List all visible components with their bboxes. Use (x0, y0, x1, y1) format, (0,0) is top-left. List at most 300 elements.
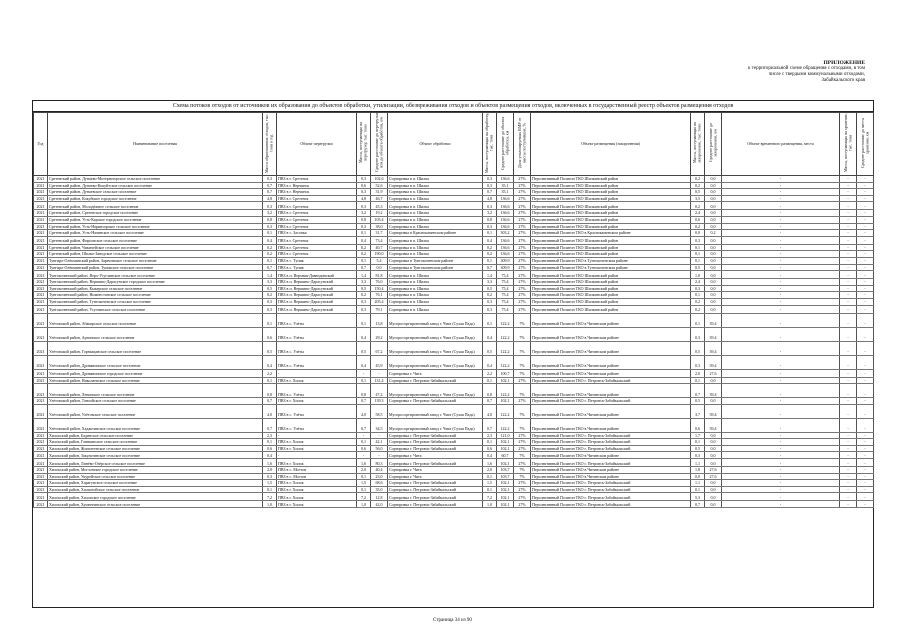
table-cell: 27% (514, 486, 531, 493)
table-cell: 2021 (34, 298, 48, 305)
table-cell: - (857, 264, 874, 271)
table-cell: 67,2 (371, 341, 388, 355)
table-cell: - (840, 251, 857, 258)
table-cell: 102,1 (497, 377, 514, 384)
table-cell: - (840, 452, 857, 459)
table-cell: 3,7 (691, 404, 705, 418)
table-cell: 2021 (34, 230, 48, 237)
table-cell: Сортировка г. Петровск-Забайкальский (388, 432, 483, 439)
table-cell: 139,3 (371, 398, 388, 405)
table-cell: 2021 (34, 355, 48, 369)
table-cell: 0,1 (357, 377, 371, 384)
table-cell: Перспективный Полигон ТКО Шилкинский район (531, 202, 691, 210)
table-cell: Сретенский район, Усть-Наринзорское сельское поселение (48, 223, 263, 230)
table-cell: 2021 (34, 377, 48, 384)
table-cell: 0,0 (691, 473, 705, 480)
table-cell: Перспективный Полигон ТКО в Читинском районе (531, 404, 691, 418)
table-cell: 0,5 (483, 285, 497, 292)
table-cell: 0,8 (263, 216, 277, 223)
table-cell: 0,3 (691, 285, 705, 292)
table-cell: 0,8 (263, 384, 277, 398)
table-cell: 1,6 (357, 459, 371, 467)
table-cell: 0,1 (483, 486, 497, 493)
table-cell: 136,6 (497, 202, 514, 210)
table-cell: - (722, 313, 840, 327)
table-cell: 1,7 (691, 432, 705, 439)
table-cell: - (722, 298, 840, 305)
table-cell: 0,1 (263, 377, 277, 384)
table-cell: 7% (514, 467, 531, 474)
table-cell: 2021 (34, 202, 48, 210)
table-cell: 0,0 (705, 486, 722, 493)
table-cell: 7% (514, 341, 531, 355)
table-cell: 7% (514, 384, 531, 398)
table-cell: Перспективный Полигон ТКО Шилкинский район (531, 298, 691, 305)
table-cell: - (857, 473, 874, 480)
table-cell: Сортировка в п. Шилка (388, 216, 483, 223)
table-cell: 0,1 (691, 486, 705, 493)
table-cell: 0,1 (357, 439, 371, 446)
table-cell: Сортировка г. Петровск-Забайкальский (388, 480, 483, 487)
table-cell: Перспективный Полигон ТКО Шилкинский район (531, 305, 691, 313)
table-cell: Сортировка в Тунгокоченском районе (388, 264, 483, 271)
column-header (48, 113, 263, 176)
table-cell: 0,7 (357, 418, 371, 432)
table-cell: 102,1 (497, 486, 514, 493)
table-cell: Перспективный Полигон ТКО Шилкинский район (531, 216, 691, 223)
table-cell: 2021 (34, 271, 48, 279)
table-cell: 1,5 (357, 480, 371, 487)
table-cell: Перспективный Полигон ТКО г. Петровск-Забайкальский (531, 398, 691, 405)
table-cell: 27% (514, 445, 531, 452)
table-cell: Перспективный Полигон ТКО в Читинском районе (531, 355, 691, 369)
table-row (34, 445, 874, 452)
table-cell: 27,6 (705, 473, 722, 480)
table-cell: - (722, 459, 840, 467)
table-cell: 122,2 (497, 327, 514, 341)
table-cell: 2021 (34, 432, 48, 439)
table-cell: 2021 (34, 285, 48, 292)
table-cell: - (722, 501, 840, 508)
table-cell: 39,4 (705, 313, 722, 327)
column-header-label: Доля утилизируемых ВМР от массы поступивших, % (516, 118, 526, 169)
table-cell: 0,0 (705, 257, 722, 264)
table-cell: 0,7 (483, 264, 497, 271)
table-cell: Улётовский район, Дровянинское городское поселение (48, 369, 263, 377)
table-cell: - (857, 189, 874, 196)
table-cell: 0,2 (357, 244, 371, 251)
table-cell: 0,0 (705, 398, 722, 405)
table-cell: - (277, 369, 357, 377)
table-cell: Тунгиро-Олёкминский район, Заречинское сельское поселение (48, 257, 263, 264)
table-cell: 0,1 (357, 230, 371, 237)
table-cell: ПВЗ в г. Нерчинск (277, 182, 357, 189)
table-cell: 0,4 (483, 452, 497, 459)
table-cell: Перспективный Полигон ТКО г. Петровск-Забайкальский (531, 459, 691, 467)
table-cell: - (722, 404, 840, 418)
table-cell: Мусоросортировочный завод г. Чита (Сухая Падь) (388, 355, 483, 369)
table-cell: 1,6 (483, 459, 497, 467)
table-cell: ПВЗ в с. Улёты (277, 355, 357, 369)
table-cell: Тунгокоченский район, Усуглинское сельское поселение (48, 305, 263, 313)
table-cell: 309,9 (497, 257, 514, 264)
table-row (34, 202, 874, 210)
table-cell: 27% (514, 202, 531, 210)
table-cell: Перспективный Полигон ТКО Шилкинский район (531, 244, 691, 251)
table-cell: 0,0 (691, 230, 705, 237)
table-cell: 0,5 (263, 285, 277, 292)
page-number: Страница 34 из 90 (433, 618, 472, 623)
appendix-title: ПРИЛОЖЕНИЕ (823, 60, 865, 66)
table-row (34, 257, 874, 264)
column-header (691, 113, 705, 176)
table-cell: ПВЗ в г. Хилок (277, 486, 357, 493)
table-cell: 27% (514, 493, 531, 501)
column-header (705, 113, 722, 176)
table-cell: 27% (514, 439, 531, 446)
table-cell: - (840, 432, 857, 439)
table-cell: 0,2 (483, 244, 497, 251)
table-cell: 1,5 (483, 480, 497, 487)
table-cell: 31,9 (371, 189, 388, 196)
table-cell: 2021 (34, 244, 48, 251)
table-cell: 12,8 (371, 493, 388, 501)
table-cell: 0,2 (357, 292, 371, 299)
table-cell: Сортировка г. Петровск-Забайкальский (388, 486, 483, 493)
table-cell: 103,7 (497, 473, 514, 480)
table-cell: - (722, 210, 840, 217)
table-cell: 0,2 (691, 182, 705, 189)
table-cell: 131,4 (371, 377, 388, 384)
table-cell: - (722, 486, 840, 493)
table-cell: 35,1 (497, 182, 514, 189)
table-cell: 40,4 (371, 467, 388, 474)
table-cell: - (722, 251, 840, 258)
table-cell: 0,2 (705, 230, 722, 237)
table-cell: 2,4 (691, 210, 705, 217)
table-cell: 0,1 (263, 439, 277, 446)
table-cell: - (857, 418, 874, 432)
table-cell: 0,0 (371, 264, 388, 271)
table-cell: 0,3 (691, 236, 705, 244)
table-cell: - (840, 369, 857, 377)
table-cell: Сортировка г. Чита (388, 369, 483, 377)
table-cell: - (840, 216, 857, 223)
table-cell: 27% (514, 459, 531, 467)
table-cell: 0,0 (705, 279, 722, 286)
table-cell: Сортировка в п. Шилка (388, 176, 483, 183)
table-cell: 35,0 (371, 486, 388, 493)
table-cell: 0,1 (263, 313, 277, 327)
table-cell: - (840, 480, 857, 487)
table-cell: 0,4 (263, 236, 277, 244)
table-cell: ПВЗ в с. Улёты (277, 327, 357, 341)
table-cell: 102,1 (497, 501, 514, 508)
table-cell: 27% (514, 432, 531, 439)
table-cell: - (840, 439, 857, 446)
table-cell: 40,7 (371, 244, 388, 251)
table-cell: 0,3 (483, 298, 497, 305)
table-cell: 4,8 (483, 195, 497, 202)
table-cell: 0,1 (357, 486, 371, 493)
table-cell: ПВЗ в п. Вершино-Дарасунский (277, 298, 357, 305)
table-cell: ПВЗ в с. Тупик (277, 264, 357, 271)
table-cell: 0,7 (357, 264, 371, 271)
table-cell: 2021 (34, 452, 48, 459)
table-cell: 0,2 (691, 202, 705, 210)
table-cell: - (857, 244, 874, 251)
table-cell: ПВЗ в г. Сретенск (277, 244, 357, 251)
table-cell: 3,2 (263, 210, 277, 217)
table-cell: 39,4 (705, 418, 722, 432)
table-cell: - (840, 313, 857, 327)
table-cell: - (722, 216, 840, 223)
table-cell: - (722, 244, 840, 251)
table-cell: 103,7 (497, 467, 514, 474)
table-cell: Сретенский район, Шилко-Заводское сельское поселение (48, 251, 263, 258)
table-cell: Перспективный Полигон ТКО г. Петровск-Забайкальский (531, 480, 691, 487)
table-cell: ПВЗ в п. Вершино-Дарасунский (277, 305, 357, 313)
table-cell: 0,4 (357, 355, 371, 369)
table-cell: - (857, 298, 874, 305)
table-cell: 23,0 (371, 473, 388, 480)
table-cell: Сортировка в п. Шилка (388, 305, 483, 313)
table-cell: Сортировка в п. Шилка (388, 202, 483, 210)
table-row (34, 195, 874, 202)
table-cell: - (722, 418, 840, 432)
table-cell: - (840, 404, 857, 418)
table-cell: 27% (514, 271, 531, 279)
table-cell: 0,1 (357, 313, 371, 327)
table-row (34, 285, 874, 292)
table-cell: 105,4 (371, 216, 388, 223)
table-cell: 73,4 (371, 236, 388, 244)
table-cell: - (371, 369, 388, 377)
table-caption: Схема потоков отходов от источников их образования до объектов обработки, утилизации, обезвреживания отходов и объектов размещения отходов, включенных в государственный реестр объектов размещения отходов (172, 103, 734, 109)
table-cell: Перспективный Полигон ТКО Шилкинский район (531, 176, 691, 183)
table-cell: - (840, 341, 857, 355)
table-cell: 0,4 (263, 452, 277, 459)
table-cell: ПВЗ в г. Хилок (277, 398, 357, 405)
table-cell: 122,2 (497, 418, 514, 432)
table-row (34, 369, 874, 377)
table-cell: Перспективный Полигон ТКО в Тунгокоченском районе (531, 257, 691, 264)
table-cell: Сретенский район, Усть-Начинское сельское поселение (48, 230, 263, 237)
table-cell: Улётовский район, Дровянинское сельское поселение (48, 355, 263, 369)
table-row (34, 327, 874, 341)
column-header-label: Масса, поступающая на обработку, тыс. тонн (484, 113, 494, 174)
table-cell: - (857, 501, 874, 508)
table-cell: 0,3 (263, 298, 277, 305)
table-cell: Тунгокоченский район, Кыкерское сельское поселение (48, 285, 263, 292)
table-cell: 136,6 (497, 223, 514, 230)
table-cell: 0,7 (263, 182, 277, 189)
table-cell: ПВЗ в г. Сретенск (277, 251, 357, 258)
table-cell: - (857, 285, 874, 292)
table-cell: 27,6 (705, 467, 722, 474)
table-cell: 2,0 (263, 467, 277, 474)
table-cell: 1,0 (357, 501, 371, 508)
table-cell: 0,1 (691, 257, 705, 264)
table-cell: 0,3 (357, 189, 371, 196)
table-cell: ПВЗ в г. Сретенск (277, 210, 357, 217)
table-cell: 0,3 (483, 182, 497, 189)
table-cell: 1,6 (263, 459, 277, 467)
table-cell: 0,2 (483, 292, 497, 299)
table-cell: 2021 (34, 404, 48, 418)
table-cell: Сретенский район, Сретенское городское поселение (48, 210, 263, 217)
table-cell: - (840, 279, 857, 286)
table-cell: 2,2 (483, 369, 497, 377)
table-cell: 58,5 (371, 404, 388, 418)
table-cell: 0,3 (483, 176, 497, 183)
table-cell: - (840, 486, 857, 493)
table-cell: 45,3 (371, 202, 388, 210)
table-cell: - (722, 439, 840, 446)
table-cell: 35,1 (497, 189, 514, 196)
table-cell: 2,4 (691, 279, 705, 286)
table-cell: Перспективный Полигон ТКО в Краснокаменском районе (531, 230, 691, 237)
table-cell: 136,6 (497, 176, 514, 183)
table-cell: 136,6 (497, 236, 514, 244)
table-cell: Сортировка в п. Шилка (388, 210, 483, 217)
column-header-label: Наименование поселения (133, 140, 177, 146)
table-cell: 0,1 (691, 244, 705, 251)
table-cell: ПВЗ в п. Вершино-Дарасунский (277, 285, 357, 292)
table-cell: Тунгиро-Олёкминский район, Тупикское сельское поселение (48, 264, 263, 271)
table-cell: - (857, 236, 874, 244)
table-cell: 2021 (34, 493, 48, 501)
table-cell: Перспективный Полигон ТКО Шилкинский район (531, 189, 691, 196)
table-cell: 19,2 (371, 210, 388, 217)
table-cell: - (840, 257, 857, 264)
table-row (34, 355, 874, 369)
table-cell: 0,0 (705, 223, 722, 230)
table-cell: 190,0 (371, 251, 388, 258)
table-cell: 81,8 (371, 271, 388, 279)
table-cell: 7,2 (357, 493, 371, 501)
table-cell: - (840, 210, 857, 217)
table-cell: 0,3 (263, 202, 277, 210)
table-cell: - (371, 432, 388, 439)
table-cell: 2021 (34, 467, 48, 474)
table-cell: 0,0 (705, 176, 722, 183)
table-cell: Сортировка г. Петровск-Забайкальский (388, 493, 483, 501)
column-header (388, 113, 483, 176)
table-cell: Сортировка г. Петровск-Забайкальский (388, 439, 483, 446)
table-cell: 0,2 (483, 251, 497, 258)
table-cell: 0,0 (705, 305, 722, 313)
table-cell: 27% (514, 264, 531, 271)
table-cell: 76,0 (371, 279, 388, 286)
table-cell: - (840, 182, 857, 189)
table-cell: - (857, 398, 874, 405)
table-cell: - (840, 473, 857, 480)
table-cell: 0,1 (691, 377, 705, 384)
table-cell: - (857, 195, 874, 202)
table-cell: 0,3 (691, 327, 705, 341)
table-cell: - (840, 384, 857, 398)
table-cell: Сортировка в п. Шилка (388, 292, 483, 299)
table-cell: 0,7 (263, 398, 277, 405)
table-cell: Хилокский район, Глинкинское сельское поселение (48, 439, 263, 446)
column-header-label: Объект размещения (захоронения) (581, 140, 640, 146)
table-cell: 39,4 (705, 355, 722, 369)
appendix-line-2: числе с твердыми коммунальными отходами, (768, 72, 865, 77)
table-cell: 2021 (34, 236, 48, 244)
table-cell: 0,0 (705, 251, 722, 258)
table-cell: 0,1 (357, 257, 371, 264)
table-header-row (34, 113, 874, 176)
table-cell: 1,0 (263, 501, 277, 508)
table-cell: 2021 (34, 264, 48, 271)
table-cell: 0,2 (263, 244, 277, 251)
column-header (277, 113, 357, 176)
table-cell: 7% (514, 355, 531, 369)
table-cell: 39,4 (705, 341, 722, 355)
table-cell: ПВЗ в с. Улёты (277, 384, 357, 398)
table-row (34, 480, 874, 487)
table-cell: Сретенский район, Кокуйское городское поселение (48, 195, 263, 202)
table-row (34, 271, 874, 279)
table-cell: 0,8 (483, 384, 497, 398)
table-cell: 2021 (34, 384, 48, 398)
table-cell: 0,1 (691, 313, 705, 327)
table-cell: 2021 (34, 369, 48, 377)
table-cell: 0,5 (691, 189, 705, 196)
table-cell: 27% (514, 216, 531, 223)
table-cell: 0,0 (705, 459, 722, 467)
table-cell: 0,0 (705, 244, 722, 251)
column-header-label: Объект перегрузки (300, 140, 333, 146)
table-cell: 75,4 (497, 279, 514, 286)
table-cell: - (357, 452, 371, 459)
table-cell: 309,9 (497, 264, 514, 271)
table-cell: 3,3 (263, 279, 277, 286)
table-cell: 27% (514, 189, 531, 196)
table-cell: Хилокский район, Укурейское сельское поселение (48, 473, 263, 480)
table-cell: ПВЗ в п. Вершино-Дарасунский (277, 279, 357, 286)
table-cell: 102,1 (497, 445, 514, 452)
table-cell: 136,6 (497, 251, 514, 258)
table-cell: 102,1 (497, 493, 514, 501)
table-cell: Сортировка г. Чита (388, 452, 483, 459)
table-row (34, 398, 874, 405)
table-cell: 2,3 (263, 432, 277, 439)
table-cell: - (722, 384, 840, 398)
table-cell: 0,6 (483, 445, 497, 452)
table-row (34, 384, 874, 398)
table-cell: - (857, 216, 874, 223)
table-row (34, 223, 874, 230)
table-cell: 0,0 (705, 210, 722, 217)
table-cell: 1,4 (357, 271, 371, 279)
table-cell: 2021 (34, 439, 48, 446)
table-cell: - (722, 327, 840, 341)
table-cell: Мусоросортировочный завод г. Чита (Сухая Падь) (388, 313, 483, 327)
table-cell: - (722, 493, 840, 501)
table-cell: 27% (514, 230, 531, 237)
table-cell: - (840, 292, 857, 299)
table-cell: 42,1 (371, 439, 388, 446)
table-cell: 31,7 (371, 230, 388, 237)
table-cell: - (840, 195, 857, 202)
table-cell: 0,0 (705, 189, 722, 196)
table-cell: Тунгокоченский район, Верх-Усуглинское сельское поселение (48, 271, 263, 279)
table-cell: - (722, 377, 840, 384)
table-cell: Хилокский район, Линёво-Озёрское сельское поселение (48, 459, 263, 467)
table-cell: Мусоросортировочный завод г. Чита (Сухая Падь) (388, 327, 483, 341)
